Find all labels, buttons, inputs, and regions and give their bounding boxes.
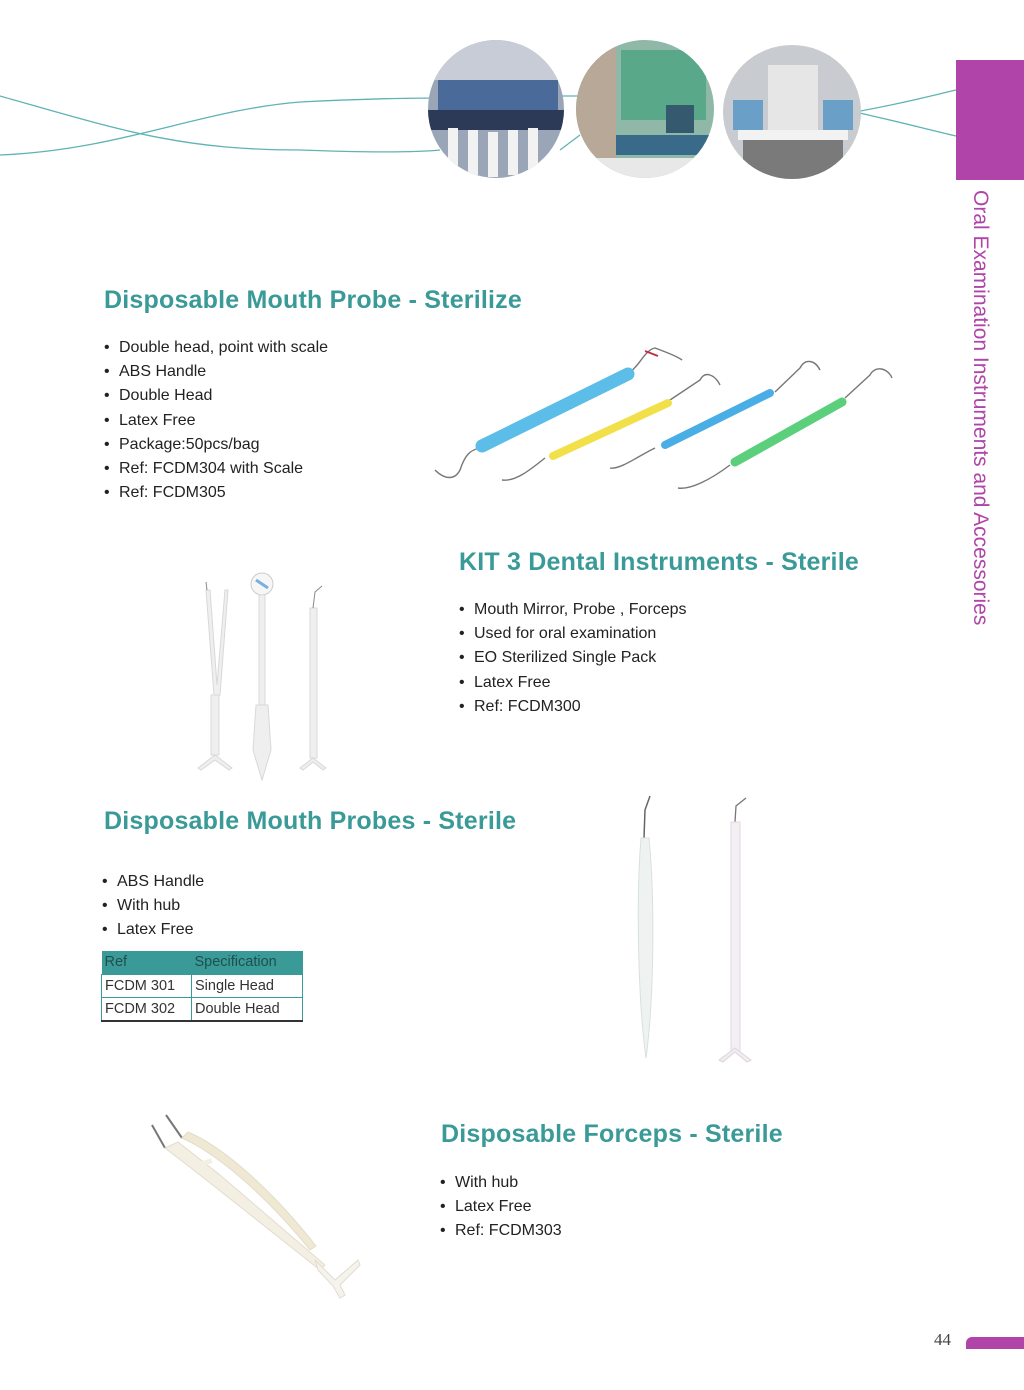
feature-item: • With hub [102, 894, 516, 918]
product-title: Disposable Mouth Probe - Sterilize [104, 286, 522, 314]
feature-item: • Mouth Mirror, Probe , Forceps [459, 598, 859, 622]
table-row [102, 974, 303, 997]
product-title: KIT 3 Dental Instruments - Sterile [459, 548, 859, 576]
feature-item: • EO Sterilized Single Pack [459, 646, 859, 670]
product-kit-3-dental-instruments [459, 548, 859, 719]
product-disposable-forceps [441, 1120, 783, 1244]
column-header-specification: Specification [192, 951, 303, 975]
feature-item: • ABS Handle [102, 870, 516, 894]
feature-item: • With hub [440, 1171, 783, 1195]
page-number-bar [966, 1337, 1024, 1349]
table-cell-ref: FCDM 302 [102, 997, 192, 1021]
table-row [102, 997, 303, 1021]
feature-item: • Latex Free [440, 1195, 783, 1219]
product-title: Disposable Forceps - Sterile [441, 1120, 783, 1148]
section-title-vertical [968, 190, 998, 630]
feature-item: • Latex Free [459, 671, 859, 695]
column-header-ref: Ref [102, 951, 192, 975]
feature-item: • Used for oral examination [459, 622, 859, 646]
feature-item: • Package:50pcs/bag [104, 433, 522, 457]
table-header-row [102, 951, 303, 975]
feature-list [459, 598, 859, 719]
table-cell-spec: Double Head [192, 997, 303, 1021]
product-image-white-probes [600, 780, 780, 1070]
section-tab-marker [956, 60, 1024, 180]
page-number: 44 [934, 1330, 951, 1349]
table-cell-ref: FCDM 301 [102, 974, 192, 997]
product-image-forceps [130, 1100, 380, 1300]
product-title: Disposable Mouth Probes - Sterile [104, 807, 517, 835]
factory-photo-1 [428, 40, 564, 178]
feature-item: • Ref: FCDM300 [459, 695, 859, 719]
table-cell-spec: Single Head [192, 974, 303, 997]
spec-table [101, 951, 303, 1022]
feature-item: • Latex Free [104, 409, 522, 433]
feature-item: • Ref: FCDM304 with Scale [104, 457, 522, 481]
product-image-colored-probes [420, 330, 920, 510]
product-image-dental-kit [180, 570, 340, 790]
feature-item: • Double Head [104, 384, 522, 408]
factory-photo-2 [576, 40, 714, 178]
feature-item: • Ref: FCDM303 [440, 1219, 783, 1243]
feature-item: • Double head, point with scale [104, 336, 522, 360]
section-title: Oral Examination Instruments and Accessories [969, 190, 992, 626]
feature-item: • Latex Free [102, 918, 516, 942]
feature-list [440, 1171, 783, 1244]
product-mouth-probes-sterile [104, 807, 516, 1022]
factory-photo-3 [723, 45, 861, 179]
feature-list [102, 870, 516, 943]
feature-item: • ABS Handle [104, 360, 522, 384]
feature-item: • Ref: FCDM305 [104, 481, 522, 505]
